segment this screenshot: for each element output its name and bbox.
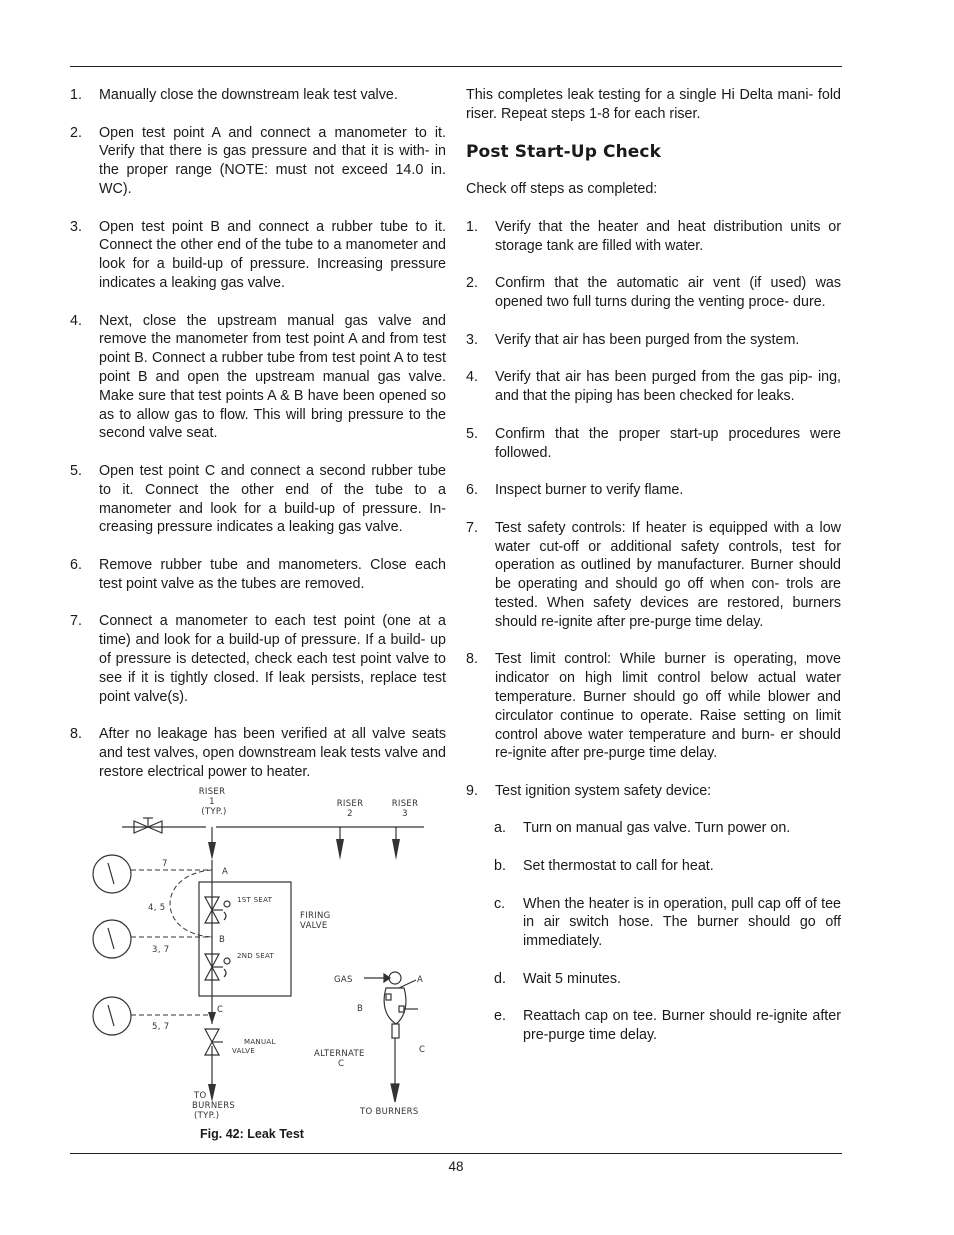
alternate-label-1: ALTERNATE xyxy=(314,1049,365,1059)
item-text: Verify that the heater and heat distribution units or storage tank are filled with water. xyxy=(495,218,841,254)
intro-paragraph: This completes leak testing for a single Hi Delta mani- fold riser. Repeat steps 1-8 for each riser. xyxy=(466,87,841,122)
section-heading: Post Start-Up Check xyxy=(466,142,661,163)
leak-test-steps xyxy=(70,86,446,781)
item-text: Remove rubber tube and manometers. Close each test point valve as the tubes are removed. xyxy=(99,556,446,592)
item-text: Next, close the upstream manual gas valve and remove the manometer from test point A and from test point B. Connect a rubber tube from test point A to test point B and open the upstream manual gas valve. Make sure that test points A & B have been opened so as to allow gas to flow. This will bring pressure to the second valve seat. xyxy=(99,312,446,442)
list-item xyxy=(494,1007,841,1045)
item-text: Open test point A and connect a manometer to it. Verify that there is gas pressure and that it is with- in the proper range (NOTE: must not exceed 14.0 in. WC). xyxy=(99,124,446,197)
item-text: Open test point B and connect a rubber tube to it. Connect the other end of the tube to a manometer and look for a build-up of pressure. Increasing pressure indicates a leaking gas valve. xyxy=(99,218,446,291)
item-text: Confirm that the automatic air vent (if used) was opened two full turns during the venting proce- dure. xyxy=(495,275,841,311)
step-7-label: 7 xyxy=(162,859,168,869)
riser1-number: 1 xyxy=(209,797,215,807)
post-startup-steps xyxy=(466,218,841,801)
ignition-sub-steps xyxy=(466,819,841,1045)
list-item xyxy=(466,650,841,763)
manual-valve-label-2: VALVE xyxy=(232,1047,255,1055)
list-item xyxy=(494,895,841,951)
point-a-label: A xyxy=(222,867,229,877)
item-text: After no leakage has been verified at all valve seats and test valves, open downstream leak tests valve and restore electrical power to heater. xyxy=(99,726,446,780)
manual-valve-label-1: MANUAL xyxy=(244,1038,276,1046)
leak-test-figure xyxy=(86,784,446,1124)
list-item xyxy=(466,218,841,256)
check-intro: Check off steps as completed: xyxy=(466,181,658,198)
list-item xyxy=(70,556,446,594)
to-burners-right-label: TO BURNERS xyxy=(360,1107,419,1117)
to-burners-label-3: (TYP.) xyxy=(194,1111,220,1121)
item-number: d. xyxy=(494,970,506,987)
riser3-label: RISER xyxy=(391,799,419,809)
item-number: 2. xyxy=(466,275,478,292)
item-number: c. xyxy=(494,895,506,912)
list-item xyxy=(494,857,841,876)
bottom-rule xyxy=(70,1153,842,1154)
to-burners-label-2: BURNERS xyxy=(192,1101,236,1111)
gas-label: GAS xyxy=(334,975,353,985)
list-item xyxy=(466,425,841,463)
item-number: 6. xyxy=(466,482,478,499)
firing-valve-label-1: FIRING xyxy=(300,911,331,921)
riser2-number: 2 xyxy=(347,809,353,819)
point-b-label: B xyxy=(219,935,226,945)
list-item xyxy=(466,368,841,406)
steps-4-5-label: 4, 5 xyxy=(148,903,166,913)
item-number: b. xyxy=(494,858,506,875)
riser1-label: RISER xyxy=(198,787,226,797)
firing-valve-label-2: VALVE xyxy=(300,921,328,931)
item-text: Test ignition system safety device: xyxy=(495,782,712,799)
item-number: 4. xyxy=(70,312,82,329)
riser1-typ: (TYP.) xyxy=(201,807,227,817)
point-c-label: C xyxy=(217,1005,224,1015)
item-number: 5. xyxy=(466,425,478,442)
item-text: Verify that air has been purged from the system. xyxy=(495,331,800,348)
steps-5-7-label: 5, 7 xyxy=(152,1022,170,1032)
alternate-label-2: C xyxy=(338,1059,345,1069)
item-text: Confirm that the proper start-up procedures were followed. xyxy=(495,425,841,461)
item-number: 2. xyxy=(70,124,82,141)
second-seat-label: 2ND SEAT xyxy=(237,952,275,960)
gas-point-a-label: A xyxy=(417,975,424,985)
item-text: Manually close the downstream leak test valve. xyxy=(99,87,398,103)
item-number: e. xyxy=(494,1008,506,1025)
item-number: 6. xyxy=(70,556,82,573)
steps-3-7-label: 3, 7 xyxy=(152,945,170,955)
list-item xyxy=(466,331,841,350)
item-number: 7. xyxy=(466,519,478,536)
left-column xyxy=(70,86,446,800)
list-item xyxy=(70,312,446,444)
list-item xyxy=(466,519,841,632)
gas-point-b-label: B xyxy=(357,1004,364,1014)
item-text: Wait 5 minutes. xyxy=(523,970,621,987)
leak-test-diagram xyxy=(86,784,446,1124)
first-seat-label: 1ST SEAT xyxy=(237,896,273,904)
item-number: 9. xyxy=(466,782,478,799)
item-number: 3. xyxy=(70,218,82,235)
item-text: Test safety controls: If heater is equipped with a low water cut-off or additional safety controls, test for operation as outlined by manufacturer. Burner should be operating and should go off when con- trols are tested. When safety devices are restored, burners should re-ignite after pre-purge time delay. xyxy=(495,519,841,630)
right-column xyxy=(466,86,841,1064)
item-text: Set thermostat to call for heat. xyxy=(523,858,714,875)
item-number: a. xyxy=(494,820,506,837)
item-number: 1. xyxy=(466,218,478,235)
list-item xyxy=(494,819,841,838)
item-text: Test limit control: While burner is operating, move indicator on high limit control below actual water temperature. Burner should go off while blower and circulator continue to operate. Raise setting on limit control above water temperature and burn- er should re-ignite after pre-purge time delay. xyxy=(495,651,841,762)
figure-caption: Fig. 42: Leak Test xyxy=(200,1127,304,1141)
item-text: Open test point C and connect a second rubber tube to it. Connect the other end of the tube to a manometer and look for a build-up of pressure. In- creasing pressure indicates a leaking gas valve. xyxy=(99,462,446,536)
list-item xyxy=(70,86,446,105)
item-number: 4. xyxy=(466,369,478,386)
riser3-number: 3 xyxy=(402,809,408,819)
item-text: When the heater is in operation, pull cap off of tee in air switch hose. The burner should go off immediately. xyxy=(523,895,841,950)
item-number: 3. xyxy=(466,331,478,348)
item-text: Reattach cap on tee. Burner should re-ignite after pre-purge time delay. xyxy=(523,1008,841,1044)
item-number: 7. xyxy=(70,613,82,630)
page-number: 48 xyxy=(448,1159,464,1174)
item-text: Turn on manual gas valve. Turn power on. xyxy=(523,820,791,837)
top-rule xyxy=(70,66,842,67)
list-item xyxy=(70,124,446,199)
list-item xyxy=(466,481,841,500)
item-number: 8. xyxy=(466,651,478,668)
list-item xyxy=(70,612,446,706)
item-number: 8. xyxy=(70,726,82,743)
item-number: 1. xyxy=(70,87,82,103)
list-item xyxy=(494,970,841,989)
item-text: Connect a manometer to each test point (one at a time) and look for a build-up of pressure. If a build- up of pressure is detected, check each test point valve to see if it is tightly closed. If leak persists, replace test point valve(s). xyxy=(99,613,446,705)
list-item xyxy=(466,274,841,312)
item-text: Inspect burner to verify flame. xyxy=(495,482,684,499)
list-item xyxy=(70,218,446,293)
list-item xyxy=(70,462,446,537)
list-item xyxy=(466,782,841,801)
riser2-label: RISER xyxy=(336,799,364,809)
gas-point-c-label: C xyxy=(419,1045,426,1055)
item-number: 5. xyxy=(70,462,82,479)
to-burners-label-1: TO xyxy=(194,1091,207,1101)
list-item xyxy=(70,725,446,781)
item-text: Verify that air has been purged from the gas pip- ing, and that the piping has been checked for leaks. xyxy=(495,369,841,405)
